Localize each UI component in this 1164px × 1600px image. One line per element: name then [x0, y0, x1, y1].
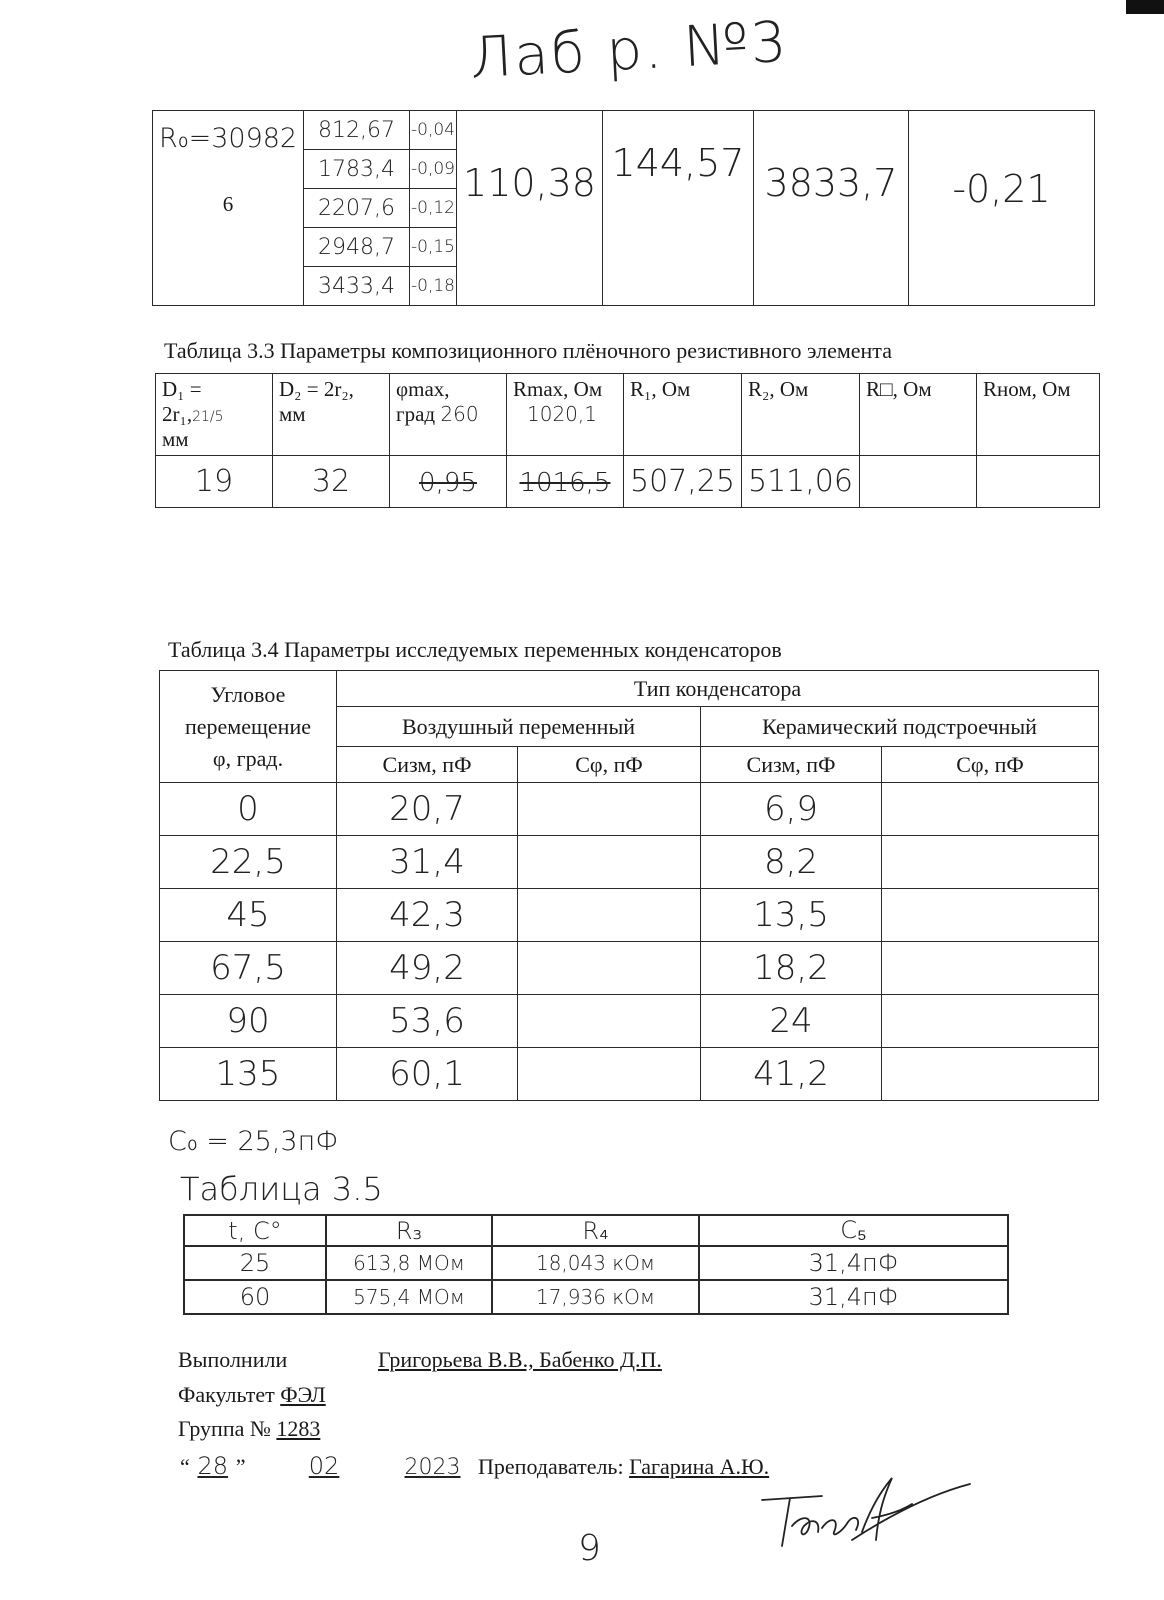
ceramic-c-meas-cell: 8,2 — [701, 836, 882, 889]
r-value-cell: 2948,7 — [304, 228, 410, 267]
air-c-phi-cell — [518, 995, 701, 1048]
header-rsq: R□, Ом — [859, 374, 976, 456]
value-d1: 19 — [156, 456, 273, 508]
teacher-name: Гагарина А.Ю. — [629, 1454, 770, 1479]
angle-header-line: Угловое — [210, 682, 286, 707]
capacitor-type-header: Тип конденсатора — [337, 671, 1099, 707]
table-row — [160, 1048, 1099, 1101]
air-c-meas-cell: 31,4 — [337, 836, 518, 889]
teacher-label: Преподаватель: — [478, 1454, 624, 1479]
scan-corner-mark — [1126, 0, 1164, 14]
c-meas-header: Сизм, пФ — [337, 747, 518, 783]
t35-cell: 613,8 MОм — [326, 1246, 492, 1280]
header-d2-label: D₂ = 2r₂, — [279, 377, 354, 401]
angle-header-line: перемещение — [184, 714, 311, 739]
value-phi-cell — [390, 456, 507, 508]
header-r1: R₁, Ом — [624, 374, 742, 456]
date-day: 28 — [197, 1452, 229, 1480]
header-rmax-label: Rmax, Ом — [513, 377, 603, 401]
air-c-meas-cell: 20,7 — [337, 783, 518, 836]
ceramic-c-phi-cell — [882, 889, 1099, 942]
angle-cell: 45 — [160, 889, 337, 942]
group-line — [178, 1416, 320, 1442]
angle-cell: 90 — [160, 995, 337, 1048]
r0-value: R₀=30982 — [159, 123, 298, 154]
group-label: Группа № — [178, 1416, 271, 1441]
t35-header: R₃ — [326, 1215, 492, 1246]
t35-cell: 17,936 кОм — [492, 1280, 699, 1314]
ceramic-c-phi-cell — [882, 783, 1099, 836]
t35-header: C₅ — [699, 1215, 1008, 1246]
date-month: 02 — [308, 1452, 340, 1480]
c0-note: C₀ = 25,3пФ — [168, 1126, 339, 1157]
t35-header: t, C° — [184, 1215, 326, 1246]
table-row — [160, 783, 1099, 836]
r-value-cell: 2207,6 — [304, 189, 410, 228]
lab-title: Лаб р. №3 — [468, 9, 790, 92]
t35-cell: 60 — [184, 1280, 326, 1314]
table-row — [160, 836, 1099, 889]
angle-cell: 22,5 — [160, 836, 337, 889]
angle-header — [160, 671, 337, 783]
r0-cell — [153, 111, 304, 306]
value-rmax: 1016,5 — [519, 468, 611, 498]
ceramic-c-meas-cell: 41,2 — [701, 1048, 882, 1101]
header-phi-note: 260 — [440, 402, 479, 426]
air-c-phi-cell — [518, 783, 701, 836]
air-c-phi-cell — [518, 889, 701, 942]
date-quote-open: “ — [180, 1454, 190, 1479]
date-quote-close: ” — [235, 1454, 246, 1479]
delta-cell: -0,04 — [410, 111, 457, 150]
header-r2: R₂, Ом — [741, 374, 859, 456]
value-r1: 507,25 — [624, 456, 742, 508]
ceramic-c-phi-cell — [882, 995, 1099, 1048]
r-value-cell: 812,67 — [304, 111, 410, 150]
performed-by-names: Григорьева В.В., Бабенко Д.П. — [378, 1347, 662, 1372]
ceramic-capacitor-header: Керамический подстроечный — [701, 707, 1099, 747]
t35-cell: 18,043 кОм — [492, 1246, 699, 1280]
t35-cell: 31,4пФ — [699, 1280, 1008, 1314]
c-phi-header: Сφ, пФ — [882, 747, 1099, 783]
c-phi-header: Сφ, пФ — [518, 747, 701, 783]
table-3-3 — [155, 373, 1100, 508]
table-row — [184, 1246, 1008, 1280]
faculty-line — [178, 1382, 326, 1408]
t35-cell: 31,4пФ — [699, 1246, 1008, 1280]
delta-cell: -0,15 — [410, 228, 457, 267]
faculty-value: ФЭЛ — [280, 1382, 326, 1407]
table-3-5-caption: Таблица 3.5 — [180, 1170, 383, 1208]
header-d1-label: D₁ = 2r₁, — [162, 377, 202, 426]
header-d1-unit: мм — [162, 427, 189, 451]
value-cell-1: 110,38 — [457, 111, 603, 306]
header-d1 — [156, 374, 273, 456]
value-cell-2: 144,57 — [603, 111, 754, 306]
value-r2: 511,06 — [741, 456, 859, 508]
table-row — [160, 995, 1099, 1048]
air-c-phi-cell — [518, 942, 701, 995]
ceramic-c-meas-cell: 6,9 — [701, 783, 882, 836]
delta-cell: -0,09 — [410, 150, 457, 189]
header-d2 — [273, 374, 390, 456]
header-phi — [390, 374, 507, 456]
header-d2-unit: мм — [279, 402, 306, 426]
r-value-cell: 3433,4 — [304, 267, 410, 306]
angle-cell: 135 — [160, 1048, 337, 1101]
ceramic-c-meas-cell: 13,5 — [701, 889, 882, 942]
table-row — [160, 942, 1099, 995]
value-rnom — [976, 456, 1099, 508]
t35-header: R₄ — [492, 1215, 699, 1246]
value-rsq — [859, 456, 976, 508]
table-row — [184, 1280, 1008, 1314]
angle-cell: 67,5 — [160, 942, 337, 995]
header-phi-unit: град — [396, 402, 436, 426]
t35-cell: 25 — [184, 1246, 326, 1280]
performed-by-label: Выполнили — [178, 1347, 288, 1372]
table-3-4-caption: Таблица 3.4 Параметры исследуемых переменных конденсаторов — [168, 637, 782, 662]
header-rmax-note: 1020,1 — [527, 402, 597, 426]
angle-cell: 0 — [160, 783, 337, 836]
value-d2: 32 — [273, 456, 390, 508]
table-row — [160, 889, 1099, 942]
value-phi: 0,95 — [419, 468, 477, 498]
air-c-phi-cell — [518, 1048, 701, 1101]
header-d1-note: 21/5 — [192, 409, 224, 425]
ceramic-c-meas-cell: 18,2 — [701, 942, 882, 995]
value-rmax-cell — [507, 456, 624, 508]
teacher-signature — [752, 1470, 972, 1550]
air-c-phi-cell — [518, 836, 701, 889]
header-rnom: Rном, Ом — [976, 374, 1099, 456]
date-year: 2023 — [404, 1455, 461, 1480]
air-c-meas-cell: 42,3 — [337, 889, 518, 942]
header-rmax — [507, 374, 624, 456]
table-3-3-caption: Таблица 3.3 Параметры композиционного плёночного резистивного элемента — [164, 338, 892, 363]
header-phi-label: φmax, — [396, 377, 450, 401]
group-value: 1283 — [276, 1416, 321, 1441]
air-c-meas-cell: 60,1 — [337, 1048, 518, 1101]
r-value-cell: 1783,4 — [304, 150, 410, 189]
row-number: 6 — [222, 192, 234, 216]
air-capacitor-header: Воздушный переменный — [337, 707, 701, 747]
ceramic-c-phi-cell — [882, 836, 1099, 889]
air-c-meas-cell: 49,2 — [337, 942, 518, 995]
t35-cell: 575,4 MОм — [326, 1280, 492, 1314]
page-number: 9 — [578, 1528, 601, 1569]
ceramic-c-meas-cell: 24 — [701, 995, 882, 1048]
table-3-4 — [159, 670, 1099, 1101]
c-meas-header: Сизм, пФ — [701, 747, 882, 783]
value-cell-4: -0,21 — [909, 111, 1095, 306]
angle-header-line: φ, град. — [212, 746, 284, 771]
date-line — [180, 1452, 769, 1480]
faculty-label: Факультет — [178, 1382, 275, 1407]
table-3-2-continuation — [152, 110, 1095, 306]
ceramic-c-phi-cell — [882, 1048, 1099, 1101]
air-c-meas-cell: 53,6 — [337, 995, 518, 1048]
table-3-5 — [183, 1214, 1009, 1315]
delta-cell: -0,18 — [410, 267, 457, 306]
value-cell-3: 3833,7 — [754, 111, 909, 306]
ceramic-c-phi-cell — [882, 942, 1099, 995]
delta-cell: -0,12 — [410, 189, 457, 228]
